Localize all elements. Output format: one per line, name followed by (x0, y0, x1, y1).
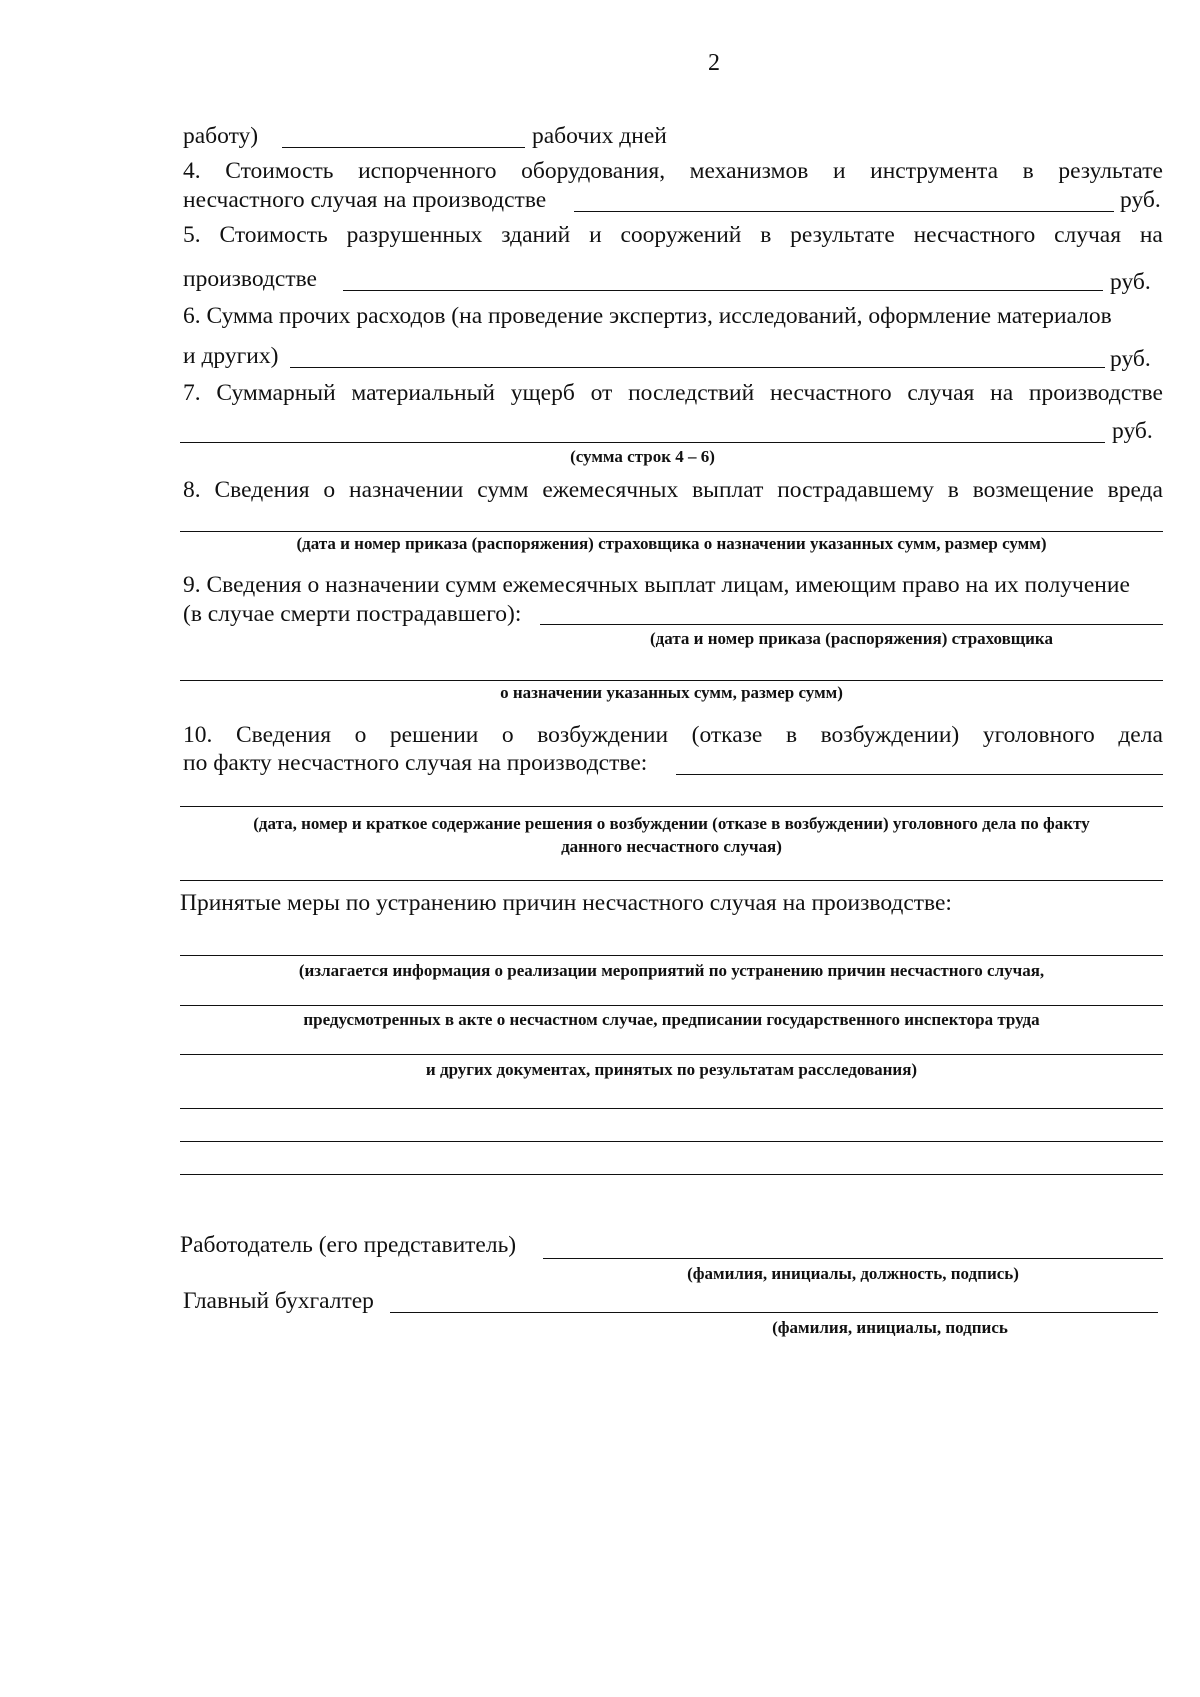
item5-word: 5. (183, 222, 201, 248)
item10-word: Сведения (235, 722, 332, 748)
employer-label: Работодатель (его представитель) (180, 1232, 517, 1258)
item7-caption: (сумма строк 4 – 6) (570, 447, 715, 466)
item7-word: случая (907, 380, 975, 406)
item4-line1 (183, 156, 1163, 186)
item7-word: на (990, 380, 1014, 406)
item8-word: о (323, 477, 336, 503)
item4-line2: несчастного случая на производстве (183, 187, 547, 213)
item5-word: и (589, 222, 602, 248)
item5-word: на (1139, 222, 1163, 248)
item10-word: возбуждении (537, 722, 669, 748)
employer-signature-field[interactable] (543, 1258, 1163, 1259)
item4-word: Стоимость (225, 158, 334, 184)
item7-unit: руб. (1112, 418, 1153, 444)
item10-word: уголовного (982, 722, 1095, 748)
item9-field-1[interactable] (540, 624, 1163, 625)
measures-field-1[interactable] (180, 955, 1163, 956)
item8-word: ежемесячных (542, 477, 679, 503)
measures-caption1: (излагается информация о реализации мероприятий по устранению причин несчастного случая, (298, 961, 1045, 980)
item4-word: результате (1058, 158, 1163, 184)
item10-word: в (785, 722, 798, 748)
item9-field-2[interactable] (180, 680, 1163, 681)
item8-field[interactable] (180, 531, 1163, 532)
page-number: 2 (708, 50, 720, 76)
item10-field-3[interactable] (180, 880, 1163, 881)
measures-field-2[interactable] (180, 1005, 1163, 1006)
accountant-caption: (фамилия, инициалы, подпись (772, 1318, 1008, 1337)
item6-line1: 6. Сумма прочих расходов (на проведение экспертиз, исследований, оформление материалов (183, 303, 1112, 329)
item8-word: в (947, 477, 959, 503)
item9-caption2: о назначении указанных сумм, размер сумм) (500, 683, 843, 702)
item7-word: производстве (1028, 380, 1163, 406)
item8-word: выплат (692, 477, 764, 503)
item5-amount-field[interactable] (343, 290, 1103, 291)
item4-unit: руб. (1120, 187, 1161, 213)
item5-word: разрушенных (346, 222, 483, 248)
item4-amount-field[interactable] (574, 211, 1114, 212)
item10-field-2[interactable] (180, 806, 1163, 807)
accountant-label: Главный бухгалтер (183, 1288, 374, 1314)
item10-field-1[interactable] (676, 774, 1163, 775)
measures-field-4[interactable] (180, 1108, 1163, 1109)
item8-word: 8. (183, 477, 201, 503)
item5-word: зданий (501, 222, 571, 248)
item8-word: пострадавшему (777, 477, 934, 503)
item8-line1 (183, 475, 1163, 505)
item5-word: несчастного (913, 222, 1036, 248)
item6-line2: и других) (183, 343, 279, 369)
item10-word: (отказе (691, 722, 763, 748)
item5-word: случая (1054, 222, 1122, 248)
item3-suffix: рабочих дней (532, 123, 667, 149)
item7-word: последствий (628, 380, 755, 406)
item10-word: решении (389, 722, 479, 748)
item7-line1 (183, 378, 1163, 408)
accountant-signature-field[interactable] (390, 1312, 1158, 1313)
item8-word: вреда (1107, 477, 1163, 503)
item5-word: в (760, 222, 772, 248)
item9-line2: (в случае смерти пострадавшего): (183, 601, 522, 627)
item10-word: о (501, 722, 514, 748)
item4-word: оборудования, (521, 158, 666, 184)
item5-word: сооружений (620, 222, 742, 248)
item10-line1 (183, 720, 1163, 750)
item10-word: 10. (183, 722, 213, 748)
item7-word: ущерб (510, 380, 575, 406)
item5-line2: производстве (183, 266, 317, 292)
item4-word: в (1022, 158, 1034, 184)
item4-word: 4. (183, 158, 201, 184)
item7-word: материальный (351, 380, 496, 406)
item6-unit: руб. (1110, 346, 1151, 372)
item3-days-field[interactable] (282, 147, 525, 148)
measures-heading: Принятые меры по устранению причин несчастного случая на производстве: (180, 890, 952, 916)
measures-field-5[interactable] (180, 1141, 1163, 1142)
item5-unit: руб. (1110, 269, 1151, 295)
item7-amount-field[interactable] (180, 442, 1105, 443)
item10-caption1: (дата, номер и краткое содержание решения о возбуждении (отказе в возбуждении) уголовного дела по факту (253, 814, 1090, 833)
item4-word: и (832, 158, 846, 184)
measures-field-3[interactable] (180, 1054, 1163, 1055)
item5-line1 (183, 220, 1163, 250)
item5-word: результате (790, 222, 895, 248)
measures-caption3: и других документах, принятых по результатам расследования) (425, 1060, 918, 1079)
item7-word: от (590, 380, 613, 406)
item7-word: Суммарный (216, 380, 336, 406)
item6-amount-field[interactable] (290, 367, 1105, 368)
item3-prefix: работу) (183, 123, 259, 149)
item9-caption1: (дата и номер приказа (распоряжения) страховщика (650, 629, 1053, 648)
item8-word: сумм (477, 477, 529, 503)
item7-word: 7. (183, 380, 201, 406)
item10-caption2: данного несчастного случая) (561, 837, 782, 856)
item7-word: несчастного (769, 380, 892, 406)
item9-line1: 9. Сведения о назначении сумм ежемесячных выплат лицам, имеющим право на их получение (183, 572, 1130, 598)
measures-caption2: предусмотренных в акте о несчастном случае, предписании государственного инспектора труда (303, 1010, 1040, 1029)
item10-line2: по факту несчастного случая на производстве: (183, 750, 648, 776)
item5-word: Стоимость (219, 222, 328, 248)
item4-word: механизмов (689, 158, 809, 184)
item10-word: дела (1118, 722, 1163, 748)
item4-word: инструмента (870, 158, 999, 184)
employer-caption: (фамилия, инициалы, должность, подпись) (687, 1264, 1019, 1283)
item10-word: возбуждении) (820, 722, 960, 748)
measures-field-6[interactable] (180, 1174, 1163, 1175)
item10-word: о (354, 722, 367, 748)
item4-word: испорченного (358, 158, 497, 184)
item8-word: назначении (349, 477, 464, 503)
item8-caption: (дата и номер приказа (распоряжения) страховщика о назначении указанных сумм, размер сумм) (296, 534, 1047, 553)
item8-word: возмещение (972, 477, 1094, 503)
item8-word: Сведения (214, 477, 310, 503)
